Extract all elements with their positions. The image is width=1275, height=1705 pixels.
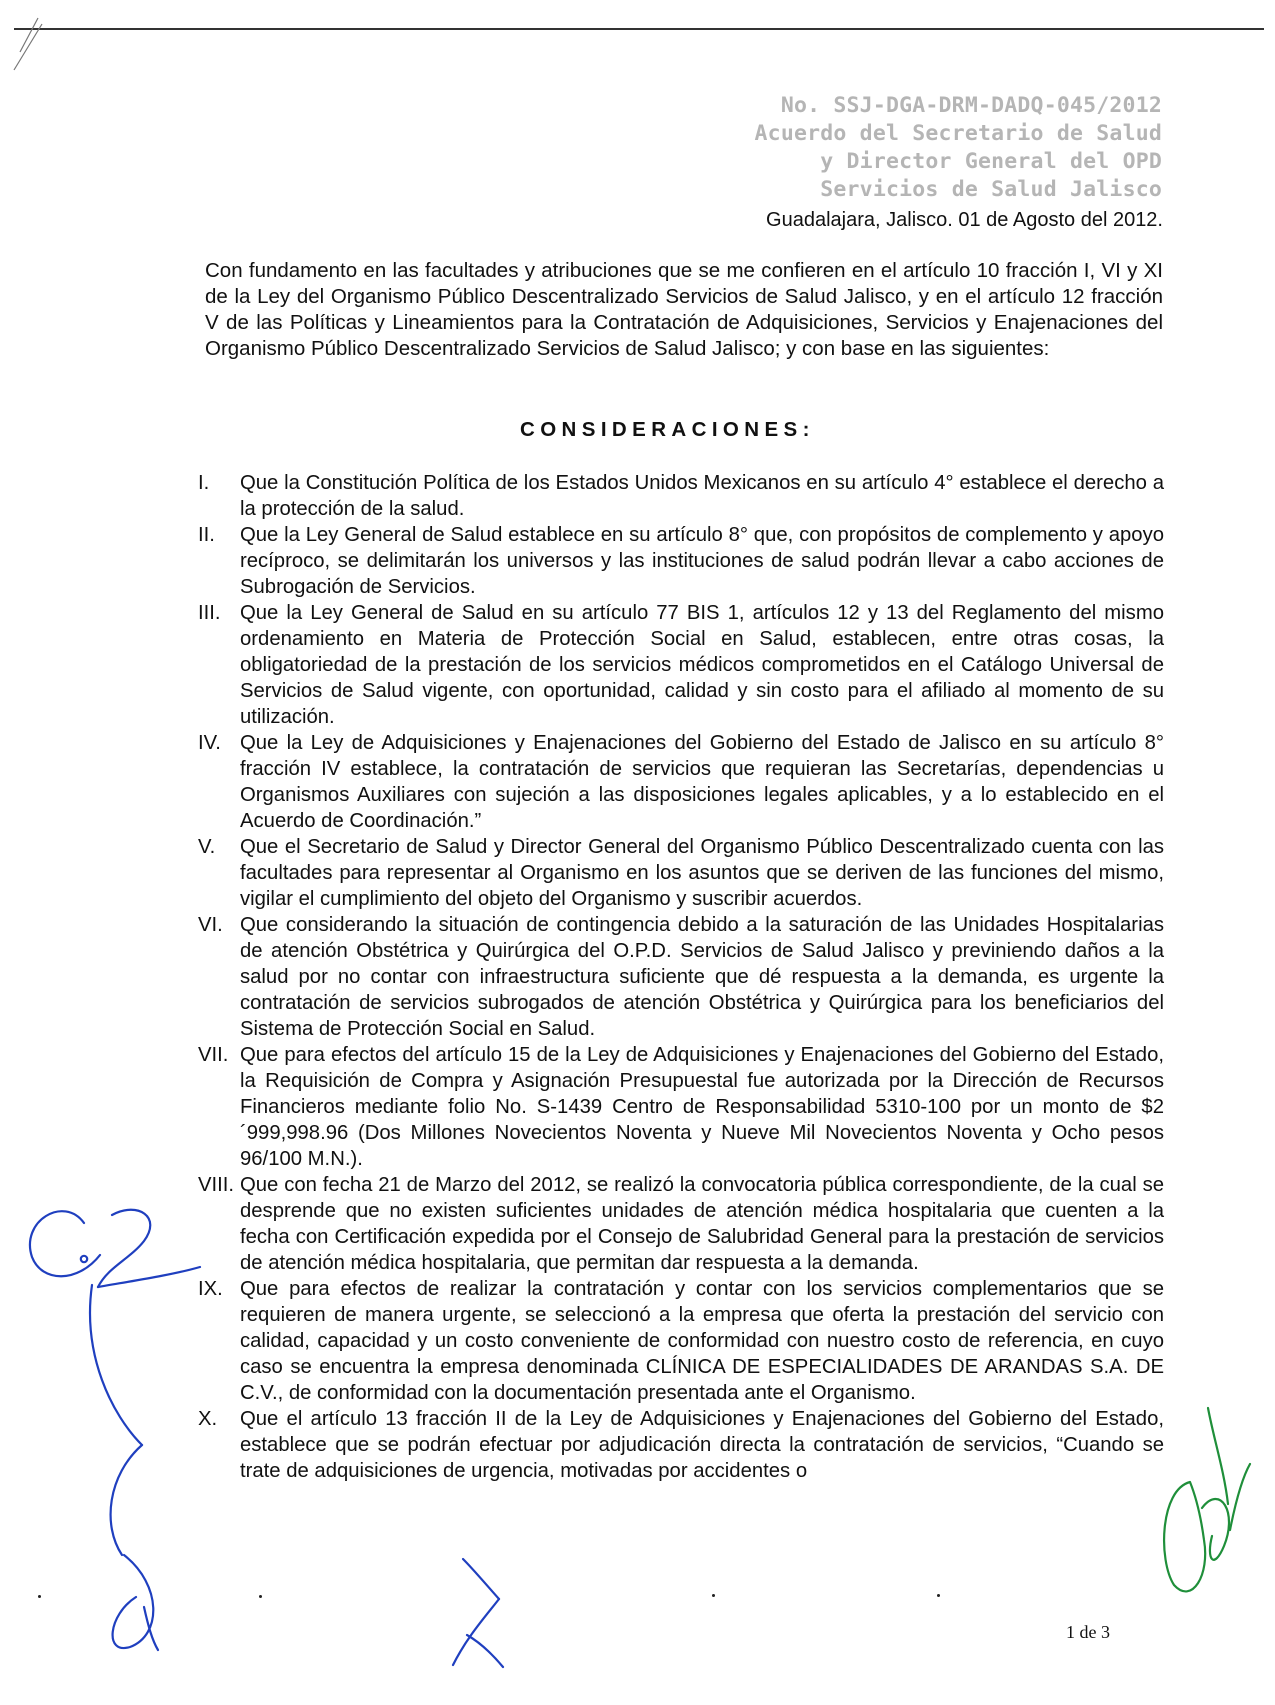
item-text: Que para efectos de realizar la contratación y contar con los servicios complementarios que se requieren de manera urgente, se seleccionó a la empresa que oferta la prestación del servicio con calidad, capacidad y un costo conveniente de conformidad con nuestro costo de referencia, en cuyo caso se encuentra la empresa denominada CLÍNICA DE ESPECIALIDADES DE ARANDAS S.A. DE C.V., de conformidad con la documentación presentada ante el Organismo.	[240, 1278, 1164, 1404]
item-number: X.	[198, 1408, 218, 1430]
list-item	[198, 1042, 1164, 1172]
item-number: II.	[198, 524, 215, 546]
item-text: Que con fecha 21 de Marzo del 2012, se realizó la convocatoria pública correspondiente, de la cual se desprende que no existen suficientes unidades de atención médica hospitalaria que cuenten a la fecha con Certificación expedida por el Consejo de Salubridad General para la prestación de servicios de atención médica hospitalaria, que permitan dar respuesta a la demanda.	[240, 1174, 1164, 1274]
item-number: V.	[198, 836, 216, 858]
list-item	[198, 470, 1164, 522]
top-rule	[14, 28, 1264, 30]
list-item	[198, 1172, 1164, 1276]
list-item	[198, 1406, 1164, 1484]
header-line-2: y Director General del OPD	[820, 149, 1162, 174]
document-number: No. SSJ-DGA-DRM-DADQ-045/2012	[780, 93, 1162, 118]
item-text: Que la Ley de Adquisiciones y Enajenaciones del Gobierno del Estado de Jalisco en su artículo 8° fracción IV establece, la contratación de servicios que requieran las Secretarías, dependencias u Organismos Auxiliares con sujeción a las disposiciones legales aplicables, y a lo establecido en el Acuerdo de Coordinación.”	[240, 732, 1164, 832]
date-line: Guadalajara, Jalisco. 01 de Agosto del 2012.	[766, 209, 1163, 231]
scan-speck	[38, 1595, 41, 1598]
scan-speck	[259, 1595, 262, 1598]
item-number: VII.	[198, 1044, 229, 1066]
scan-speck	[937, 1594, 940, 1597]
item-text: Que la Ley General de Salud establece en su artículo 8° que, con propósitos de complemento y apoyo recíproco, se delimitarán los universos y las instituciones de salud podrán llevar a cabo acciones de Subrogación de Servicios.	[240, 524, 1164, 598]
blue-signature-icon	[12, 1195, 212, 1665]
header-line-1: Acuerdo del Secretario de Salud	[754, 121, 1162, 146]
section-heading: CONSIDERACIONES:	[520, 418, 815, 441]
list-item	[198, 522, 1164, 600]
item-number: IV.	[198, 732, 221, 754]
list-item	[198, 912, 1164, 1042]
item-number: IX.	[198, 1278, 223, 1300]
list-item	[198, 1276, 1164, 1406]
list-item	[198, 730, 1164, 834]
item-number: III.	[198, 602, 221, 624]
intro-paragraph: Con fundamento en las facultades y atribuciones que se me confieren en el artículo 10 fracción I, VI y XI de la Ley del Organismo Público Descentralizado Servicios de Salud Jalisco, y en el artículo 12 fracción V de las Políticas y Lineamientos para la Contratación de Adquisiciones, Servicios y Enajenaciones del Organismo Público Descentralizado Servicios de Salud Jalisco; y con base en las siguientes:	[205, 259, 1163, 360]
item-text: Que la Ley General de Salud en su artículo 77 BIS 1, artículos 12 y 13 del Reglamento del mismo ordenamiento en Materia de Protección Social en Salud, establecen, entre otras cosas, la obligatoriedad de la prestación de los servicios médicos comprometidos en el Catálogo Universal de Servicios de Salud vigente, con oportunidad, calidad y sin costo para el afiliado al momento de su utilización.	[240, 602, 1164, 728]
corner-mark-icon	[8, 14, 48, 74]
list-item	[198, 600, 1164, 730]
item-number: VI.	[198, 914, 223, 936]
scan-speck	[712, 1594, 715, 1597]
page-number: 1 de 3	[1066, 1622, 1110, 1642]
item-text: Que la Constitución Política de los Estados Unidos Mexicanos en su artículo 4° establece el derecho a la protección de la salud.	[240, 472, 1164, 520]
considerations-list	[198, 470, 1164, 1484]
document-header	[755, 92, 1162, 204]
item-text: Que para efectos del artículo 15 de la Ley de Adquisiciones y Enajenaciones del Gobierno del Estado, la Requisición de Compra y Asignación Presupuestal fue autorizada por la Dirección de Recursos Financieros mediante folio No. S-1439 Centro de Responsabilidad 5310-100 por un monto de $2´999,998.96 (Dos Millones Novecientos Noventa y Nueve Mil Novecientos Noventa y Ocho pesos 96/100 M.N.).	[240, 1044, 1164, 1170]
blue-mark-icon	[445, 1555, 535, 1685]
item-text: Que el Secretario de Salud y Director General del Organismo Público Descentralizado cuenta con las facultades para representar al Organismo en los asuntos que se deriven de las funciones del mismo, vigilar el cumplimiento del objeto del Organismo y suscribir acuerdos.	[240, 836, 1164, 910]
list-item	[198, 834, 1164, 912]
item-text: Que considerando la situación de contingencia debido a la saturación de las Unidades Hospitalarias de atención Obstétrica y Quirúrgica del O.P.D. Servicios de Salud Jalisco y previniendo daños a la salud por no contar con infraestructura suficiente que dé respuesta a la demanda, es urgente la contratación de servicios subrogados de atención Obstétrica y Quirúrgica para los beneficiarios del Sistema de Protección Social en Salud.	[240, 914, 1164, 1040]
item-number: VIII.	[198, 1174, 235, 1196]
item-text: Que el artículo 13 fracción II de la Ley de Adquisiciones y Enajenaciones del Gobierno del Estado, establece que se podrán efectuar por adjudicación directa la contratación de servicios, “Cuando se trate de adquisiciones de urgencia, motivadas por accidentes o	[240, 1408, 1164, 1482]
item-number: I.	[198, 472, 210, 494]
header-line-3: Servicios de Salud Jalisco	[820, 177, 1162, 202]
